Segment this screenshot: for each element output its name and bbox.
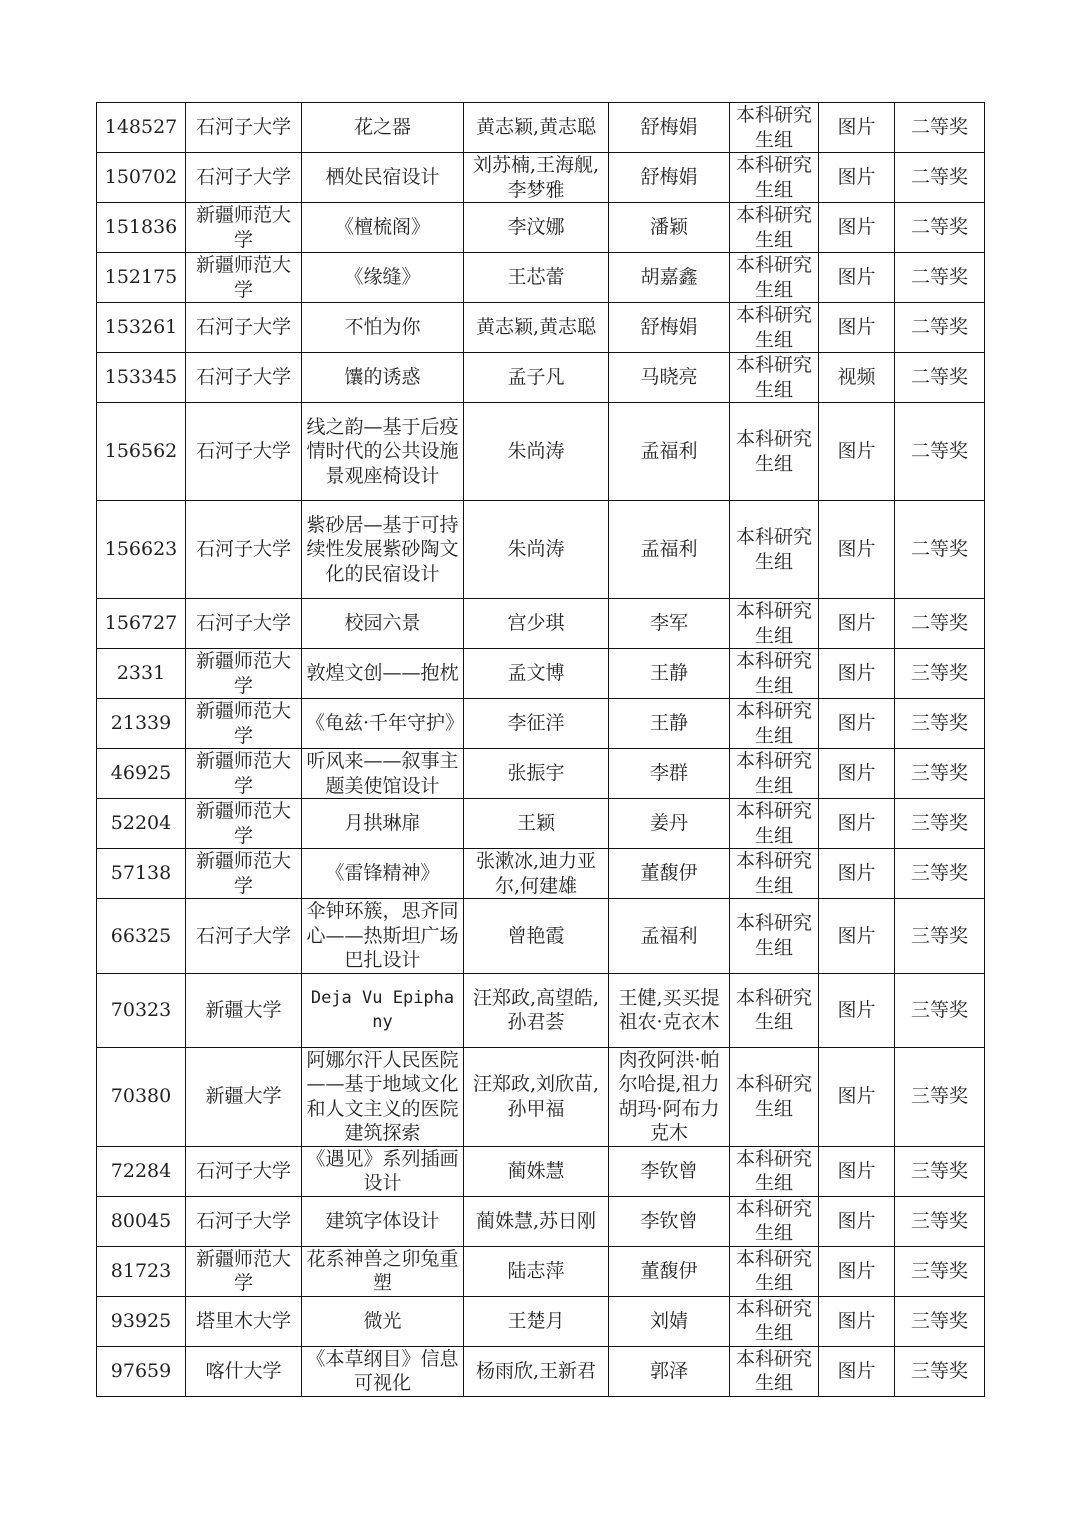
cell-work-title: 建筑字体设计 xyxy=(302,1196,464,1246)
cell-authors: 王芯蕾 xyxy=(464,253,609,303)
cell-advisor: 舒梅娟 xyxy=(609,103,730,153)
cell-advisor: 马晓亮 xyxy=(609,353,730,403)
cell-advisor: 董馥伊 xyxy=(609,1246,730,1296)
table-row xyxy=(97,353,985,403)
table-body xyxy=(97,103,985,1397)
cell-advisor: 王静 xyxy=(609,699,730,749)
cell-work-id: 156562 xyxy=(97,403,186,501)
cell-school: 石河子大学 xyxy=(186,353,302,403)
cell-advisor: 孟福利 xyxy=(609,403,730,501)
cell-work-type: 图片 xyxy=(819,749,895,799)
cell-award: 三等奖 xyxy=(895,799,985,849)
cell-award: 三等奖 xyxy=(895,699,985,749)
cell-work-title: 线之韵—基于后疫情时代的公共设施景观座椅设计 xyxy=(302,403,464,501)
cell-group: 本科研究生组 xyxy=(730,501,819,599)
cell-work-title: 校园六景 xyxy=(302,599,464,649)
cell-authors: 李征洋 xyxy=(464,699,609,749)
cell-advisor: 李军 xyxy=(609,599,730,649)
cell-work-id: 2331 xyxy=(97,649,186,699)
cell-group: 本科研究生组 xyxy=(730,1296,819,1346)
cell-authors: 汪郑政,刘欣苗,孙甲福 xyxy=(464,1047,609,1146)
cell-advisor: 舒梅娟 xyxy=(609,303,730,353)
cell-work-id: 57138 xyxy=(97,849,186,899)
table-row xyxy=(97,1196,985,1246)
table-row xyxy=(97,303,985,353)
awards-table xyxy=(96,102,985,1397)
cell-school: 新疆师范大学 xyxy=(186,649,302,699)
cell-advisor: 李钦曾 xyxy=(609,1196,730,1246)
cell-work-title: 阿娜尔汗人民医院——基于地域文化和人文主义的医院建筑探索 xyxy=(302,1047,464,1146)
table-row xyxy=(97,1146,985,1196)
cell-work-id: 153345 xyxy=(97,353,186,403)
cell-award: 二等奖 xyxy=(895,153,985,203)
cell-school: 石河子大学 xyxy=(186,899,302,974)
cell-work-title: 《缘缝》 xyxy=(302,253,464,303)
cell-work-title: 花系神兽之卯兔重塑 xyxy=(302,1246,464,1296)
cell-advisor: 孟福利 xyxy=(609,899,730,974)
cell-group: 本科研究生组 xyxy=(730,1047,819,1146)
cell-award: 三等奖 xyxy=(895,1047,985,1146)
cell-group: 本科研究生组 xyxy=(730,303,819,353)
cell-advisor: 李群 xyxy=(609,749,730,799)
cell-authors: 刘苏楠,王海舰,李梦雅 xyxy=(464,153,609,203)
cell-group: 本科研究生组 xyxy=(730,799,819,849)
cell-advisor: 胡嘉鑫 xyxy=(609,253,730,303)
cell-school: 石河子大学 xyxy=(186,1196,302,1246)
cell-group: 本科研究生组 xyxy=(730,699,819,749)
cell-authors: 李汶娜 xyxy=(464,203,609,253)
cell-award: 三等奖 xyxy=(895,1346,985,1396)
cell-advisor: 王健,买买提祖农·克衣木 xyxy=(609,973,730,1047)
cell-school: 新疆师范大学 xyxy=(186,253,302,303)
table-row xyxy=(97,1296,985,1346)
cell-work-title: 伞钟环簇，思齐同心——热斯坦广场巴扎设计 xyxy=(302,899,464,974)
cell-group: 本科研究生组 xyxy=(730,253,819,303)
cell-group: 本科研究生组 xyxy=(730,403,819,501)
table-row xyxy=(97,1246,985,1296)
cell-authors: 张振宇 xyxy=(464,749,609,799)
table-row xyxy=(97,103,985,153)
cell-award: 三等奖 xyxy=(895,1296,985,1346)
cell-work-type: 图片 xyxy=(819,1196,895,1246)
cell-award: 三等奖 xyxy=(895,973,985,1047)
cell-award: 二等奖 xyxy=(895,203,985,253)
cell-work-id: 151836 xyxy=(97,203,186,253)
table-row xyxy=(97,153,985,203)
cell-award: 三等奖 xyxy=(895,1196,985,1246)
cell-authors: 王楚月 xyxy=(464,1296,609,1346)
cell-work-id: 156623 xyxy=(97,501,186,599)
cell-group: 本科研究生组 xyxy=(730,849,819,899)
table-row xyxy=(97,849,985,899)
cell-work-id: 21339 xyxy=(97,699,186,749)
cell-group: 本科研究生组 xyxy=(730,749,819,799)
table-row xyxy=(97,699,985,749)
cell-school: 新疆师范大学 xyxy=(186,203,302,253)
cell-group: 本科研究生组 xyxy=(730,1346,819,1396)
cell-award: 二等奖 xyxy=(895,103,985,153)
cell-award: 二等奖 xyxy=(895,403,985,501)
cell-school: 石河子大学 xyxy=(186,501,302,599)
cell-work-id: 156727 xyxy=(97,599,186,649)
cell-award: 三等奖 xyxy=(895,1246,985,1296)
cell-award: 三等奖 xyxy=(895,649,985,699)
cell-work-title: 《雷锋精神》 xyxy=(302,849,464,899)
cell-group: 本科研究生组 xyxy=(730,353,819,403)
cell-work-type: 视频 xyxy=(819,353,895,403)
cell-group: 本科研究生组 xyxy=(730,1146,819,1196)
cell-work-title: 紫砂居—基于可持续性发展紫砂陶文化的民宿设计 xyxy=(302,501,464,599)
cell-advisor: 潘颖 xyxy=(609,203,730,253)
cell-work-title: Deja Vu Epiphany xyxy=(302,973,464,1047)
cell-school: 石河子大学 xyxy=(186,303,302,353)
cell-award: 二等奖 xyxy=(895,303,985,353)
cell-advisor: 郭泽 xyxy=(609,1346,730,1396)
cell-school: 新疆师范大学 xyxy=(186,799,302,849)
cell-authors: 蔺姝慧,苏日刚 xyxy=(464,1196,609,1246)
cell-group: 本科研究生组 xyxy=(730,649,819,699)
table-row xyxy=(97,1047,985,1146)
cell-school: 石河子大学 xyxy=(186,153,302,203)
cell-school: 新疆师范大学 xyxy=(186,699,302,749)
cell-advisor: 刘婧 xyxy=(609,1296,730,1346)
cell-award: 三等奖 xyxy=(895,899,985,974)
cell-authors: 杨雨欣,王新君 xyxy=(464,1346,609,1396)
cell-work-title: 月拱琳扉 xyxy=(302,799,464,849)
cell-authors: 王颖 xyxy=(464,799,609,849)
cell-award: 三等奖 xyxy=(895,749,985,799)
cell-work-type: 图片 xyxy=(819,1146,895,1196)
cell-advisor: 李钦曾 xyxy=(609,1146,730,1196)
table-row xyxy=(97,1346,985,1396)
cell-advisor: 肉孜阿洪·帕尔哈提,祖力胡玛·阿布力克木 xyxy=(609,1047,730,1146)
cell-authors: 朱尚涛 xyxy=(464,403,609,501)
cell-work-type: 图片 xyxy=(819,1047,895,1146)
cell-authors: 宫少琪 xyxy=(464,599,609,649)
cell-work-type: 图片 xyxy=(819,501,895,599)
cell-work-title: 微光 xyxy=(302,1296,464,1346)
table-row xyxy=(97,899,985,974)
cell-work-type: 图片 xyxy=(819,699,895,749)
table-row xyxy=(97,649,985,699)
cell-work-title: 花之器 xyxy=(302,103,464,153)
cell-award: 二等奖 xyxy=(895,599,985,649)
cell-group: 本科研究生组 xyxy=(730,1196,819,1246)
cell-school: 石河子大学 xyxy=(186,1146,302,1196)
table-row xyxy=(97,973,985,1047)
cell-work-id: 93925 xyxy=(97,1296,186,1346)
cell-group: 本科研究生组 xyxy=(730,599,819,649)
table-row xyxy=(97,203,985,253)
cell-work-type: 图片 xyxy=(819,303,895,353)
cell-work-type: 图片 xyxy=(819,973,895,1047)
cell-work-title: 听风来——叙事主题美使馆设计 xyxy=(302,749,464,799)
cell-authors: 张漱冰,迪力亚尔,何建雄 xyxy=(464,849,609,899)
cell-work-title: 《龟兹·千年守护》 xyxy=(302,699,464,749)
cell-school: 新疆大学 xyxy=(186,973,302,1047)
cell-work-id: 66325 xyxy=(97,899,186,974)
cell-school: 喀什大学 xyxy=(186,1346,302,1396)
cell-work-type: 图片 xyxy=(819,103,895,153)
cell-work-id: 72284 xyxy=(97,1146,186,1196)
cell-group: 本科研究生组 xyxy=(730,899,819,974)
cell-award: 三等奖 xyxy=(895,849,985,899)
cell-school: 新疆师范大学 xyxy=(186,849,302,899)
cell-work-title: 馕的诱惑 xyxy=(302,353,464,403)
cell-group: 本科研究生组 xyxy=(730,103,819,153)
cell-award: 二等奖 xyxy=(895,501,985,599)
cell-work-type: 图片 xyxy=(819,403,895,501)
cell-work-id: 148527 xyxy=(97,103,186,153)
cell-school: 新疆大学 xyxy=(186,1047,302,1146)
cell-authors: 孟文博 xyxy=(464,649,609,699)
cell-school: 石河子大学 xyxy=(186,599,302,649)
cell-award: 二等奖 xyxy=(895,253,985,303)
cell-school: 石河子大学 xyxy=(186,103,302,153)
cell-authors: 汪郑政,高望皓,孙君荟 xyxy=(464,973,609,1047)
cell-work-title: 《遇见》系列插画设计 xyxy=(302,1146,464,1196)
cell-work-id: 97659 xyxy=(97,1346,186,1396)
cell-work-type: 图片 xyxy=(819,1346,895,1396)
cell-group: 本科研究生组 xyxy=(730,973,819,1047)
cell-authors: 孟子凡 xyxy=(464,353,609,403)
cell-work-id: 152175 xyxy=(97,253,186,303)
cell-advisor: 舒梅娟 xyxy=(609,153,730,203)
cell-work-type: 图片 xyxy=(819,153,895,203)
cell-authors: 曾艳霞 xyxy=(464,899,609,974)
cell-work-title: 栖处民宿设计 xyxy=(302,153,464,203)
cell-work-title: 《檀梳阁》 xyxy=(302,203,464,253)
cell-advisor: 王静 xyxy=(609,649,730,699)
cell-work-id: 80045 xyxy=(97,1196,186,1246)
cell-work-type: 图片 xyxy=(819,1246,895,1296)
cell-work-id: 153261 xyxy=(97,303,186,353)
cell-group: 本科研究生组 xyxy=(730,1246,819,1296)
table-row xyxy=(97,501,985,599)
cell-advisor: 姜丹 xyxy=(609,799,730,849)
cell-work-type: 图片 xyxy=(819,849,895,899)
table-row xyxy=(97,599,985,649)
table-row xyxy=(97,403,985,501)
cell-work-type: 图片 xyxy=(819,799,895,849)
cell-school: 新疆师范大学 xyxy=(186,1246,302,1296)
cell-work-type: 图片 xyxy=(819,253,895,303)
cell-school: 石河子大学 xyxy=(186,403,302,501)
cell-authors: 黄志颖,黄志聪 xyxy=(464,303,609,353)
cell-work-type: 图片 xyxy=(819,899,895,974)
cell-authors: 陆志萍 xyxy=(464,1246,609,1296)
table-row xyxy=(97,749,985,799)
cell-school: 塔里木大学 xyxy=(186,1296,302,1346)
table-row xyxy=(97,799,985,849)
cell-advisor: 董馥伊 xyxy=(609,849,730,899)
cell-work-title: 敦煌文创——抱枕 xyxy=(302,649,464,699)
cell-work-type: 图片 xyxy=(819,649,895,699)
cell-work-id: 46925 xyxy=(97,749,186,799)
cell-work-type: 图片 xyxy=(819,599,895,649)
cell-work-type: 图片 xyxy=(819,203,895,253)
cell-award: 三等奖 xyxy=(895,1146,985,1196)
cell-work-id: 81723 xyxy=(97,1246,186,1296)
cell-authors: 朱尚涛 xyxy=(464,501,609,599)
cell-advisor: 孟福利 xyxy=(609,501,730,599)
cell-work-title: 《本草纲目》信息可视化 xyxy=(302,1346,464,1396)
cell-award: 二等奖 xyxy=(895,353,985,403)
cell-work-id: 150702 xyxy=(97,153,186,203)
cell-work-id: 70380 xyxy=(97,1047,186,1146)
cell-authors: 黄志颖,黄志聪 xyxy=(464,103,609,153)
table-row xyxy=(97,253,985,303)
cell-group: 本科研究生组 xyxy=(730,203,819,253)
cell-authors: 蔺姝慧 xyxy=(464,1146,609,1196)
cell-school: 新疆师范大学 xyxy=(186,749,302,799)
cell-work-title: 不怕为你 xyxy=(302,303,464,353)
cell-work-type: 图片 xyxy=(819,1296,895,1346)
cell-work-id: 70323 xyxy=(97,973,186,1047)
cell-group: 本科研究生组 xyxy=(730,153,819,203)
cell-work-id: 52204 xyxy=(97,799,186,849)
